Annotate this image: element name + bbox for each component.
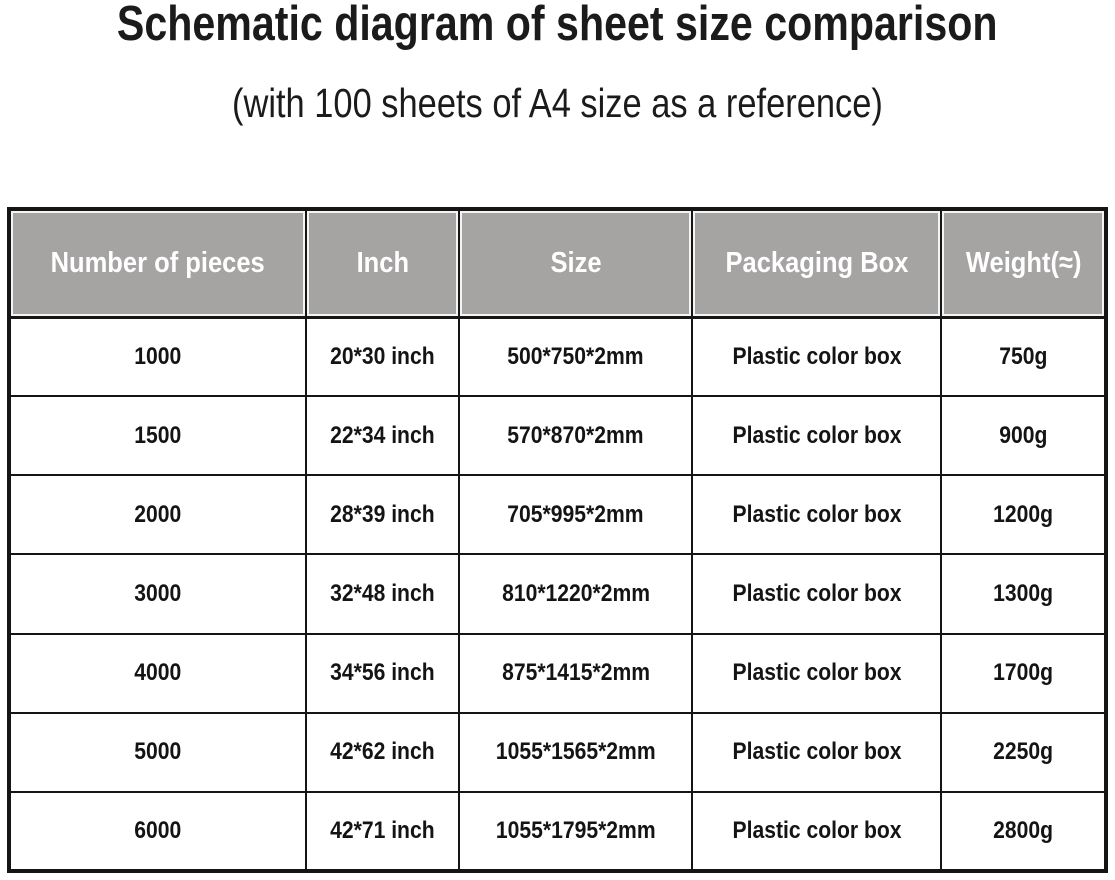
cell-text: 1200g [993, 500, 1054, 528]
table-row [9, 792, 1106, 871]
cell-text: 28*39 inch [330, 500, 435, 528]
cell-size [459, 554, 693, 633]
cell-text: 2800g [993, 816, 1054, 844]
cell-packaging [692, 554, 941, 633]
cell-weight [941, 634, 1106, 713]
cell-text: 900g [999, 421, 1048, 449]
cell-size [459, 634, 693, 713]
table-row [9, 554, 1106, 633]
cell-text: Plastic color box [732, 738, 902, 766]
cell-text: 34*56 inch [330, 659, 435, 687]
cell-weight [941, 713, 1106, 792]
header-row [9, 209, 1106, 317]
cell-text: 2250g [993, 738, 1054, 766]
cell-text: Plastic color box [732, 579, 902, 607]
header-size [459, 209, 693, 317]
header-weight [941, 209, 1106, 317]
page-title-text: Schematic diagram of sheet size comparison [117, 0, 998, 51]
cell-text: 1055*1795*2mm [495, 816, 656, 844]
header-label: Packaging Box [725, 246, 909, 279]
cell-packaging [692, 713, 941, 792]
cell-pieces [9, 554, 306, 633]
cell-text: 705*995*2mm [507, 500, 644, 528]
cell-text: 500*750*2mm [507, 342, 644, 370]
table-row [9, 713, 1106, 792]
cell-text: 42*62 inch [330, 738, 435, 766]
cell-text: Plastic color box [732, 421, 902, 449]
cell-size [459, 396, 693, 475]
cell-inch [306, 396, 458, 475]
cell-pieces [9, 792, 306, 871]
header-number-of-pieces [9, 209, 306, 317]
page-title [0, 0, 1115, 52]
cell-weight [941, 396, 1106, 475]
table-row [9, 475, 1106, 554]
cell-text: 4000 [134, 659, 182, 687]
cell-text: Plastic color box [732, 659, 902, 687]
page-subtitle [0, 80, 1115, 127]
cell-packaging [692, 396, 941, 475]
header-label: Size [550, 246, 602, 279]
cell-pieces [9, 317, 306, 396]
header-label: Number of pieces [51, 246, 266, 279]
cell-text: Plastic color box [732, 342, 902, 370]
cell-inch [306, 317, 458, 396]
cell-inch [306, 713, 458, 792]
cell-size [459, 317, 693, 396]
cell-text: 1000 [134, 342, 182, 370]
cell-weight [941, 554, 1106, 633]
table-row [9, 396, 1106, 475]
cell-weight [941, 317, 1106, 396]
table-row [9, 634, 1106, 713]
cell-weight [941, 792, 1106, 871]
cell-packaging [692, 475, 941, 554]
cell-text: 20*30 inch [330, 342, 435, 370]
cell-text: 1055*1565*2mm [495, 738, 656, 766]
cell-packaging [692, 792, 941, 871]
table-body [9, 317, 1106, 871]
cell-text: 22*34 inch [330, 421, 435, 449]
cell-packaging [692, 634, 941, 713]
cell-text: 32*48 inch [330, 579, 435, 607]
cell-inch [306, 554, 458, 633]
cell-inch [306, 634, 458, 713]
cell-text: 875*1415*2mm [501, 659, 650, 687]
cell-inch [306, 475, 458, 554]
header-inch [306, 209, 458, 317]
cell-text: 42*71 inch [330, 816, 435, 844]
cell-pieces [9, 713, 306, 792]
header-label: Inch [356, 246, 409, 279]
cell-text: 1300g [993, 579, 1054, 607]
cell-text: 750g [999, 342, 1048, 370]
cell-text: 1700g [993, 659, 1054, 687]
cell-size [459, 713, 693, 792]
cell-weight [941, 475, 1106, 554]
cell-text: 2000 [134, 500, 182, 528]
cell-packaging [692, 317, 941, 396]
cell-text: 1500 [134, 421, 182, 449]
cell-text: 810*1220*2mm [501, 579, 650, 607]
cell-text: 5000 [134, 738, 182, 766]
cell-inch [306, 792, 458, 871]
page-subtitle-text: (with 100 sheets of A4 size as a reference) [232, 80, 883, 126]
cell-pieces [9, 396, 306, 475]
table-row [9, 317, 1106, 396]
table-header [9, 209, 1106, 317]
sheet-size-comparison-table [7, 207, 1108, 873]
header-label: Weight(≈) [965, 246, 1082, 279]
cell-pieces [9, 634, 306, 713]
cell-pieces [9, 475, 306, 554]
cell-size [459, 792, 693, 871]
cell-text: Plastic color box [732, 500, 902, 528]
cell-text: Plastic color box [732, 816, 902, 844]
cell-text: 6000 [134, 816, 182, 844]
cell-size [459, 475, 693, 554]
cell-text: 570*870*2mm [507, 421, 644, 449]
header-packaging-box [692, 209, 941, 317]
cell-text: 3000 [134, 579, 182, 607]
